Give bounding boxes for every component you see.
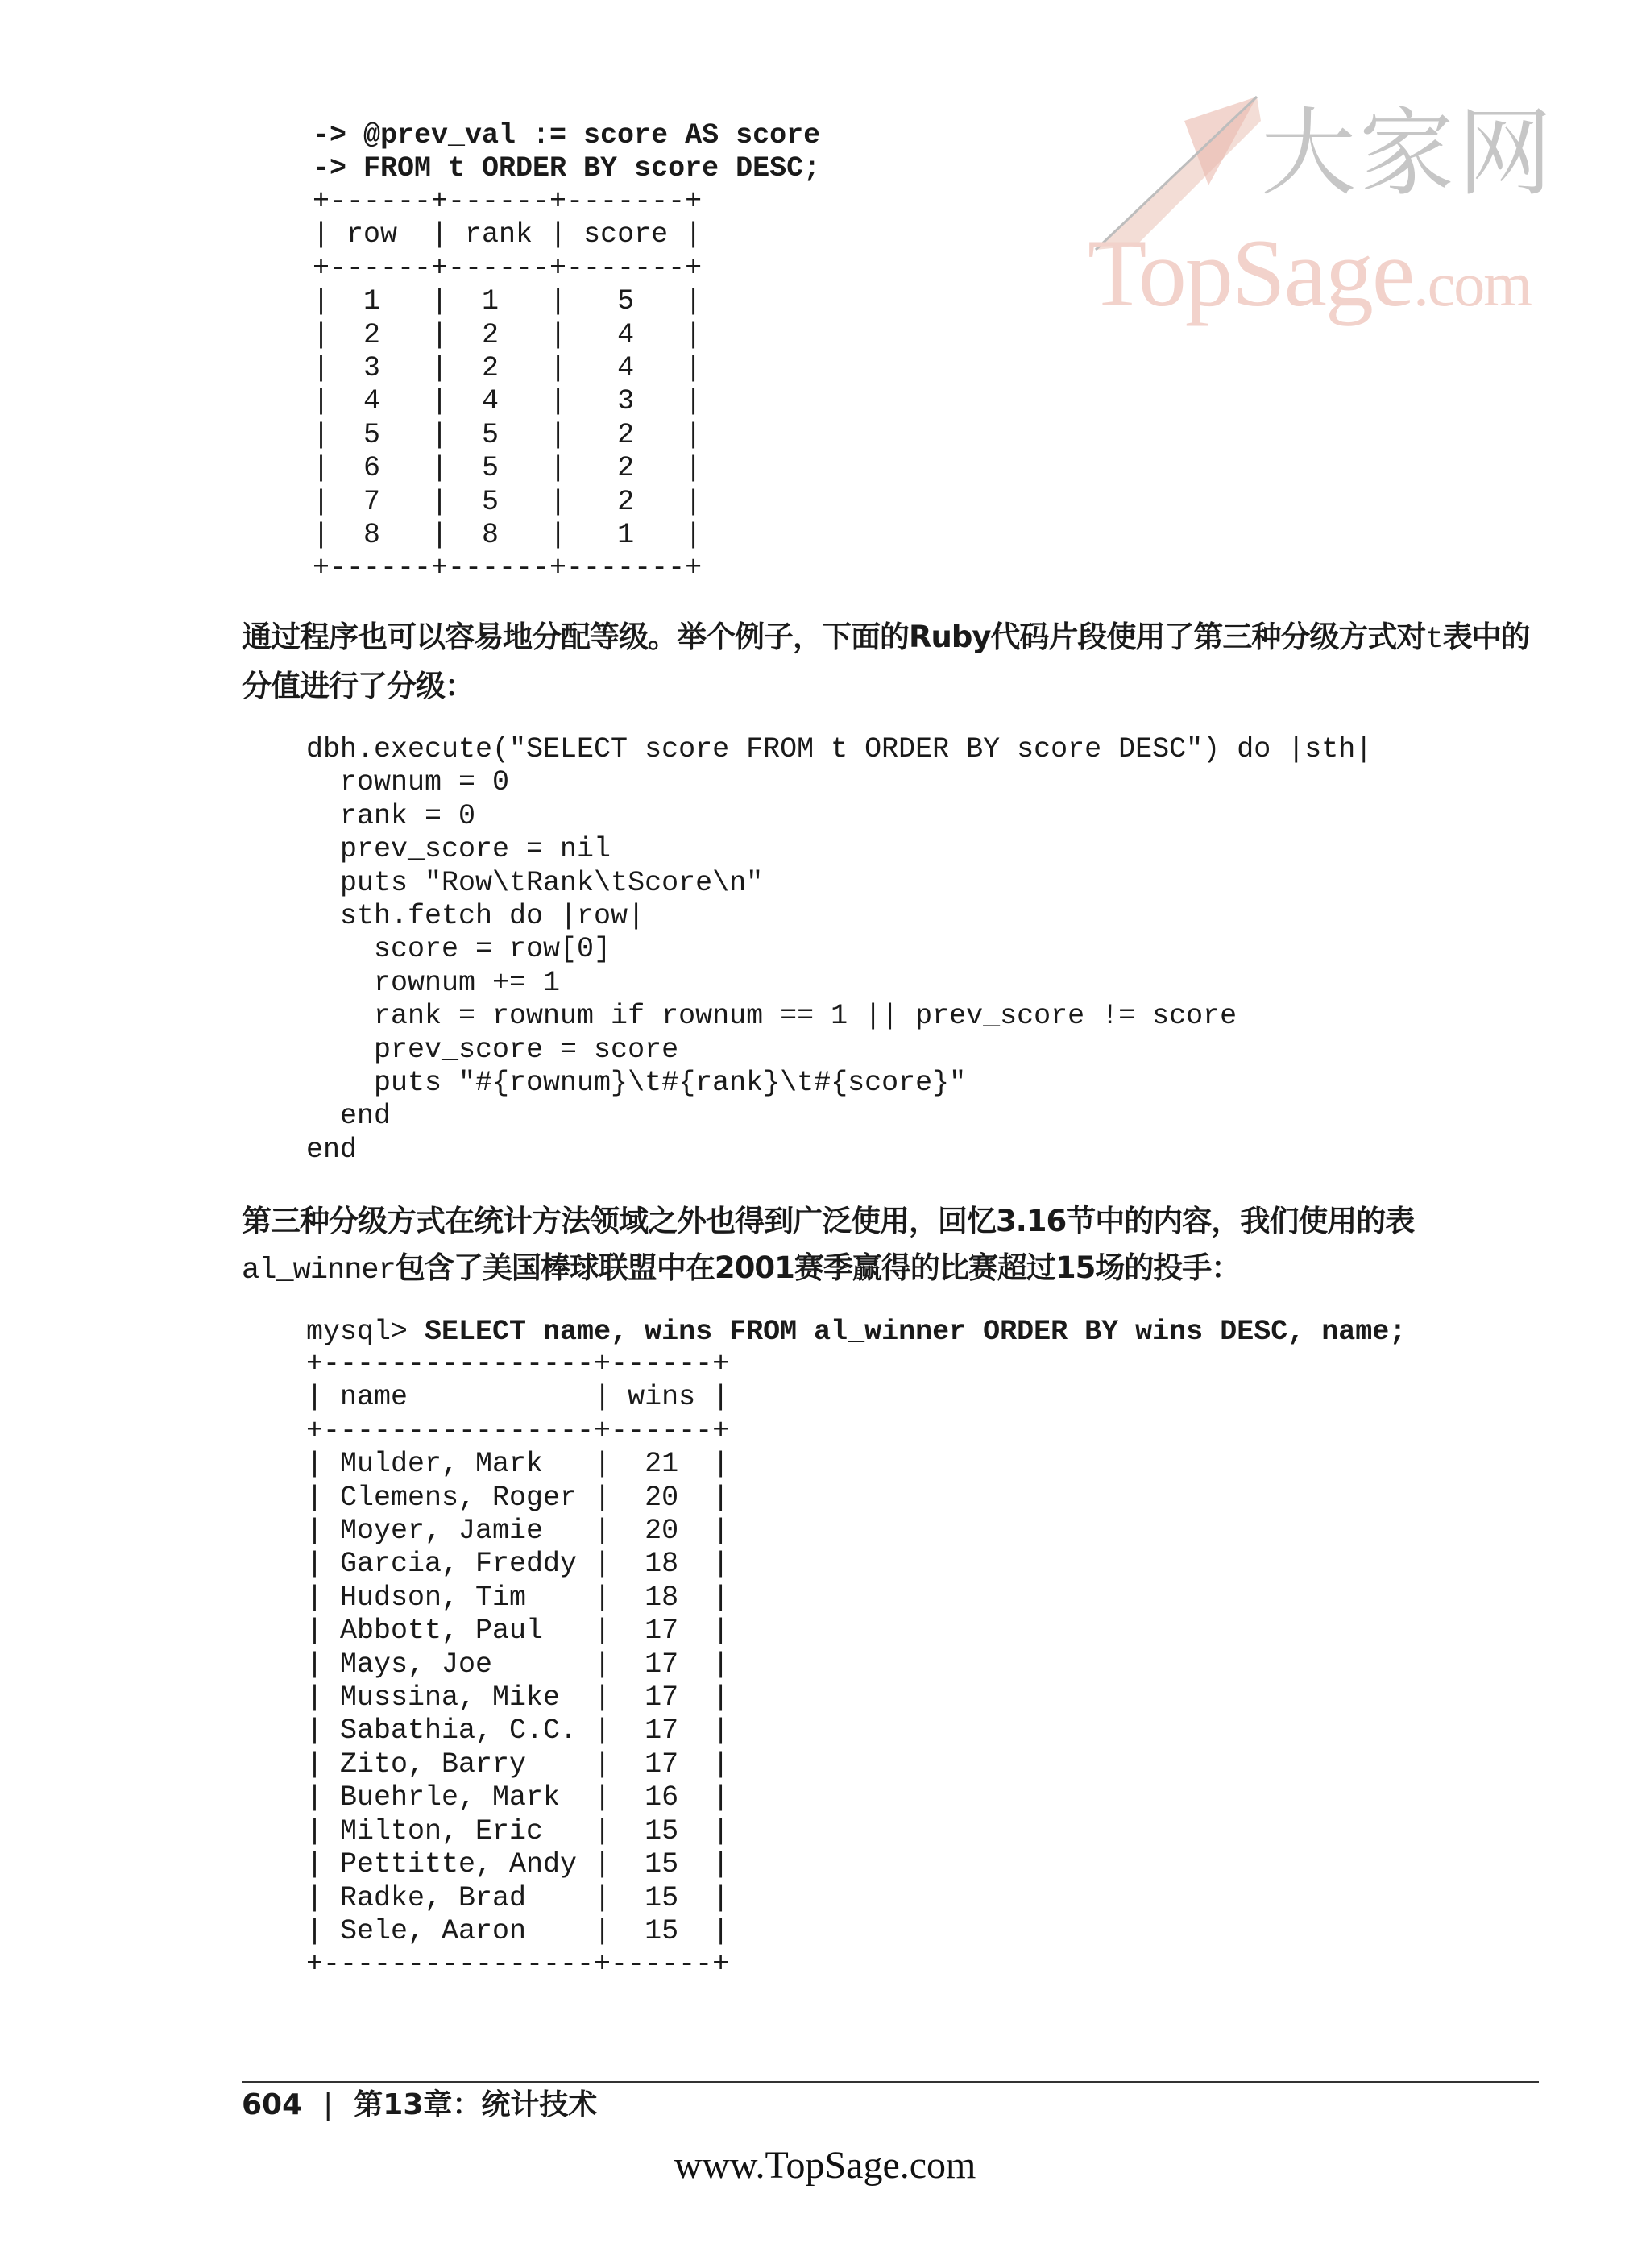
table-cell: 2 bbox=[465, 352, 533, 385]
table-cell: 4 bbox=[346, 385, 415, 418]
column-header: score bbox=[583, 218, 669, 251]
table-cell: 3 bbox=[346, 352, 415, 385]
table-cell: 4 bbox=[583, 352, 669, 385]
table-cell: 17 bbox=[628, 1615, 696, 1648]
table-cell: Pettitte, Andy bbox=[340, 1848, 578, 1881]
table-cell: 5 bbox=[465, 418, 533, 451]
table-row: | Buehrle, Mark | 16 | bbox=[306, 1781, 730, 1814]
para2-text-a: 第三种分级方式在统计方法领域之外也得到广泛使用，回忆3.16节中的内容，我们使用的表 bbox=[242, 1204, 1415, 1238]
table-row: | 4 | 4 | 3 | bbox=[313, 385, 703, 418]
table-row: | 8 | 8 | 1 | bbox=[313, 519, 703, 552]
table-row: | Mussina, Mike | 17 | bbox=[306, 1681, 730, 1714]
table-header-row: | row | rank | score | bbox=[313, 218, 703, 251]
table-cell: Mussina, Mike bbox=[340, 1681, 578, 1714]
table-cell: Radke, Brad bbox=[340, 1881, 578, 1914]
table-row: | Garcia, Freddy | 18 | bbox=[306, 1548, 730, 1581]
table-cell: 17 bbox=[628, 1714, 696, 1748]
table-cell: 16 bbox=[628, 1781, 696, 1814]
table-row: | Clemens, Roger | 20 | bbox=[306, 1481, 730, 1514]
table-cell: Mulder, Mark bbox=[340, 1448, 578, 1481]
table-cell: 15 bbox=[628, 1848, 696, 1881]
chapter-title: 第13章：统计技术 bbox=[354, 2088, 598, 2121]
table-row: | Abbott, Paul | 17 | bbox=[306, 1615, 730, 1648]
mysql-query-line bbox=[306, 1316, 1406, 1349]
sql-query-tail: -> @prev_val := score AS score -> FROM t ORDER BY score DESC; bbox=[313, 119, 821, 185]
footer-separator: | bbox=[323, 2088, 334, 2121]
column-header: rank bbox=[465, 218, 533, 251]
table-row: | Mays, Joe | 17 | bbox=[306, 1648, 730, 1681]
watermark-english bbox=[1088, 218, 1531, 329]
table-row: | 7 | 5 | 2 | bbox=[313, 485, 703, 518]
table-cell: 4 bbox=[583, 318, 669, 351]
mysql-query-text: SELECT name, wins FROM al_winner ORDER BY wins DESC, name; bbox=[425, 1316, 1407, 1348]
table-cell: 5 bbox=[465, 485, 533, 518]
mysql-prompt: mysql> bbox=[306, 1316, 425, 1348]
watermark-english-main: TopSage bbox=[1088, 219, 1414, 326]
page-footer bbox=[242, 2085, 597, 2125]
table-cell: 20 bbox=[628, 1481, 696, 1514]
table-cell: Sele, Aaron bbox=[340, 1914, 578, 1947]
table-cell: 1 bbox=[583, 519, 669, 552]
table-row: | Mulder, Mark | 21 | bbox=[306, 1448, 730, 1481]
table-cell: 15 bbox=[628, 1881, 696, 1914]
table-cell: Garcia, Freddy bbox=[340, 1548, 578, 1581]
para1-text-a: 通过程序也可以容易地分配等级。举个例子，下面的Ruby代码片段使用了第三种分级方式对 bbox=[242, 620, 1426, 654]
paragraph-ruby-intro bbox=[242, 614, 1539, 710]
table-cell: 2 bbox=[583, 452, 669, 485]
table-cell: 6 bbox=[346, 452, 415, 485]
para1-code-t: t bbox=[1425, 623, 1443, 657]
table-cell: 3 bbox=[583, 385, 669, 418]
para1-text-b: 表中的分值进行了分级： bbox=[242, 620, 1530, 703]
table-row: | 1 | 1 | 5 | bbox=[313, 285, 703, 318]
table-cell: 17 bbox=[628, 1648, 696, 1681]
table-row: | Radke, Brad | 15 | bbox=[306, 1881, 730, 1914]
footer-divider bbox=[242, 2081, 1539, 2083]
table-cell: 1 bbox=[465, 285, 533, 318]
watermark-logo bbox=[1088, 77, 1555, 342]
table-cell: 1 bbox=[346, 285, 415, 318]
table-row: | Zito, Barry | 17 | bbox=[306, 1748, 730, 1781]
table-cell: 21 bbox=[628, 1448, 696, 1481]
table-cell: Milton, Eric bbox=[340, 1814, 578, 1847]
column-header: wins bbox=[628, 1381, 696, 1414]
table-row: | 3 | 2 | 4 | bbox=[313, 352, 703, 385]
table-row: | Pettitte, Andy | 15 | bbox=[306, 1848, 730, 1881]
table-row: | 2 | 2 | 4 | bbox=[313, 318, 703, 351]
rank-result-table: +------+------+-------+ | row | rank | score | +------+------+-------+ | 1 | 1 | 5 | | 2 | 2 | 4 | | 3 | 2 | 4 | | 4 | 4 | 3 | | 5 | 5 | 2 | | 6 | 5 | 2 | | 7 | 5 | 2 | | 8 | 8 | 1 | +------+------+-------+ bbox=[313, 185, 703, 585]
paragraph-al-winner-intro bbox=[242, 1198, 1539, 1294]
table-cell: 5 bbox=[346, 418, 415, 451]
site-url: www.TopSage.com bbox=[674, 2144, 976, 2187]
table-cell: 5 bbox=[583, 285, 669, 318]
table-cell: Moyer, Jamie bbox=[340, 1515, 578, 1548]
table-cell: 8 bbox=[346, 519, 415, 552]
table-cell: 17 bbox=[628, 1748, 696, 1781]
table-row: | Sele, Aaron | 15 | bbox=[306, 1914, 730, 1947]
page-number: 604 bbox=[242, 2088, 303, 2121]
table-cell: 8 bbox=[465, 519, 533, 552]
table-row: | Sabathia, C.C. | 17 | bbox=[306, 1714, 730, 1748]
table-cell: 18 bbox=[628, 1581, 696, 1614]
table-cell: Buehrle, Mark bbox=[340, 1781, 578, 1814]
table-cell: Zito, Barry bbox=[340, 1748, 578, 1781]
table-cell: Clemens, Roger bbox=[340, 1481, 578, 1514]
table-cell: Hudson, Tim bbox=[340, 1581, 578, 1614]
table-row: | 5 | 5 | 2 | bbox=[313, 418, 703, 451]
table-header-row: | name | wins | bbox=[306, 1381, 730, 1414]
table-cell: 2 bbox=[583, 418, 669, 451]
table-cell: 2 bbox=[465, 318, 533, 351]
table-row: | Moyer, Jamie | 20 | bbox=[306, 1515, 730, 1548]
para2-code-table: al_winner bbox=[242, 1254, 396, 1287]
table-cell: 5 bbox=[465, 452, 533, 485]
para2-text-b: 包含了美国棒球联盟中在2001赛季赢得的比赛超过15场的投手： bbox=[395, 1250, 1241, 1285]
al-winner-result-table: +----------------+------+ | name | wins | +----------------+------+ | Mulder, Mark | 21 | | Clemens, Roger | 20 | | Moyer, Jamie | 20 | | Garcia, Freddy | 18 | | Hudson, Tim | 18 | | Abbott, Paul | 17 | | Mays, Joe | 17 | | Mussina, Mike | 17 | | Sabathia, C.C. | 17 | | Zito, Barry | 17 | | Buehrle, Mark | 16 | | Milton, Eric | 15 | | Pettitte, Andy | 15 | | Radke, Brad | 15 | | Sele, Aaron | 15 | +----------------+------+ bbox=[306, 1348, 730, 1981]
table-row: | 6 | 5 | 2 | bbox=[313, 452, 703, 485]
table-cell: 15 bbox=[628, 1914, 696, 1947]
table-cell: 4 bbox=[465, 385, 533, 418]
table-cell: 17 bbox=[628, 1681, 696, 1714]
watermark-chinese: 大家网 bbox=[1261, 97, 1557, 209]
table-cell: 15 bbox=[628, 1814, 696, 1847]
table-cell: Abbott, Paul bbox=[340, 1615, 578, 1648]
table-cell: 2 bbox=[583, 485, 669, 518]
table-cell: 20 bbox=[628, 1515, 696, 1548]
watermark-english-suffix: .com bbox=[1413, 249, 1531, 319]
column-header: name bbox=[340, 1381, 578, 1414]
table-row: | Milton, Eric | 15 | bbox=[306, 1814, 730, 1847]
table-cell: 7 bbox=[346, 485, 415, 518]
column-header: row bbox=[346, 218, 415, 251]
table-cell: Mays, Joe bbox=[340, 1648, 578, 1681]
table-cell: 18 bbox=[628, 1548, 696, 1581]
table-row: | Hudson, Tim | 18 | bbox=[306, 1581, 730, 1614]
table-cell: 2 bbox=[346, 318, 415, 351]
ruby-code-block: dbh.execute("SELECT score FROM t ORDER BY score DESC") do |sth| rownum = 0 rank = 0 prev_score = nil puts "Row\tRank\tScore\n" sth.fetch do |row| score = row[0] rownum += 1 rank = rownum if rownum == 1 || prev_score != score prev_score = score puts "#{rownum}\t#{rank}\t#{score}" end end bbox=[306, 733, 1373, 1166]
table-cell: Sabathia, C.C. bbox=[340, 1714, 578, 1748]
